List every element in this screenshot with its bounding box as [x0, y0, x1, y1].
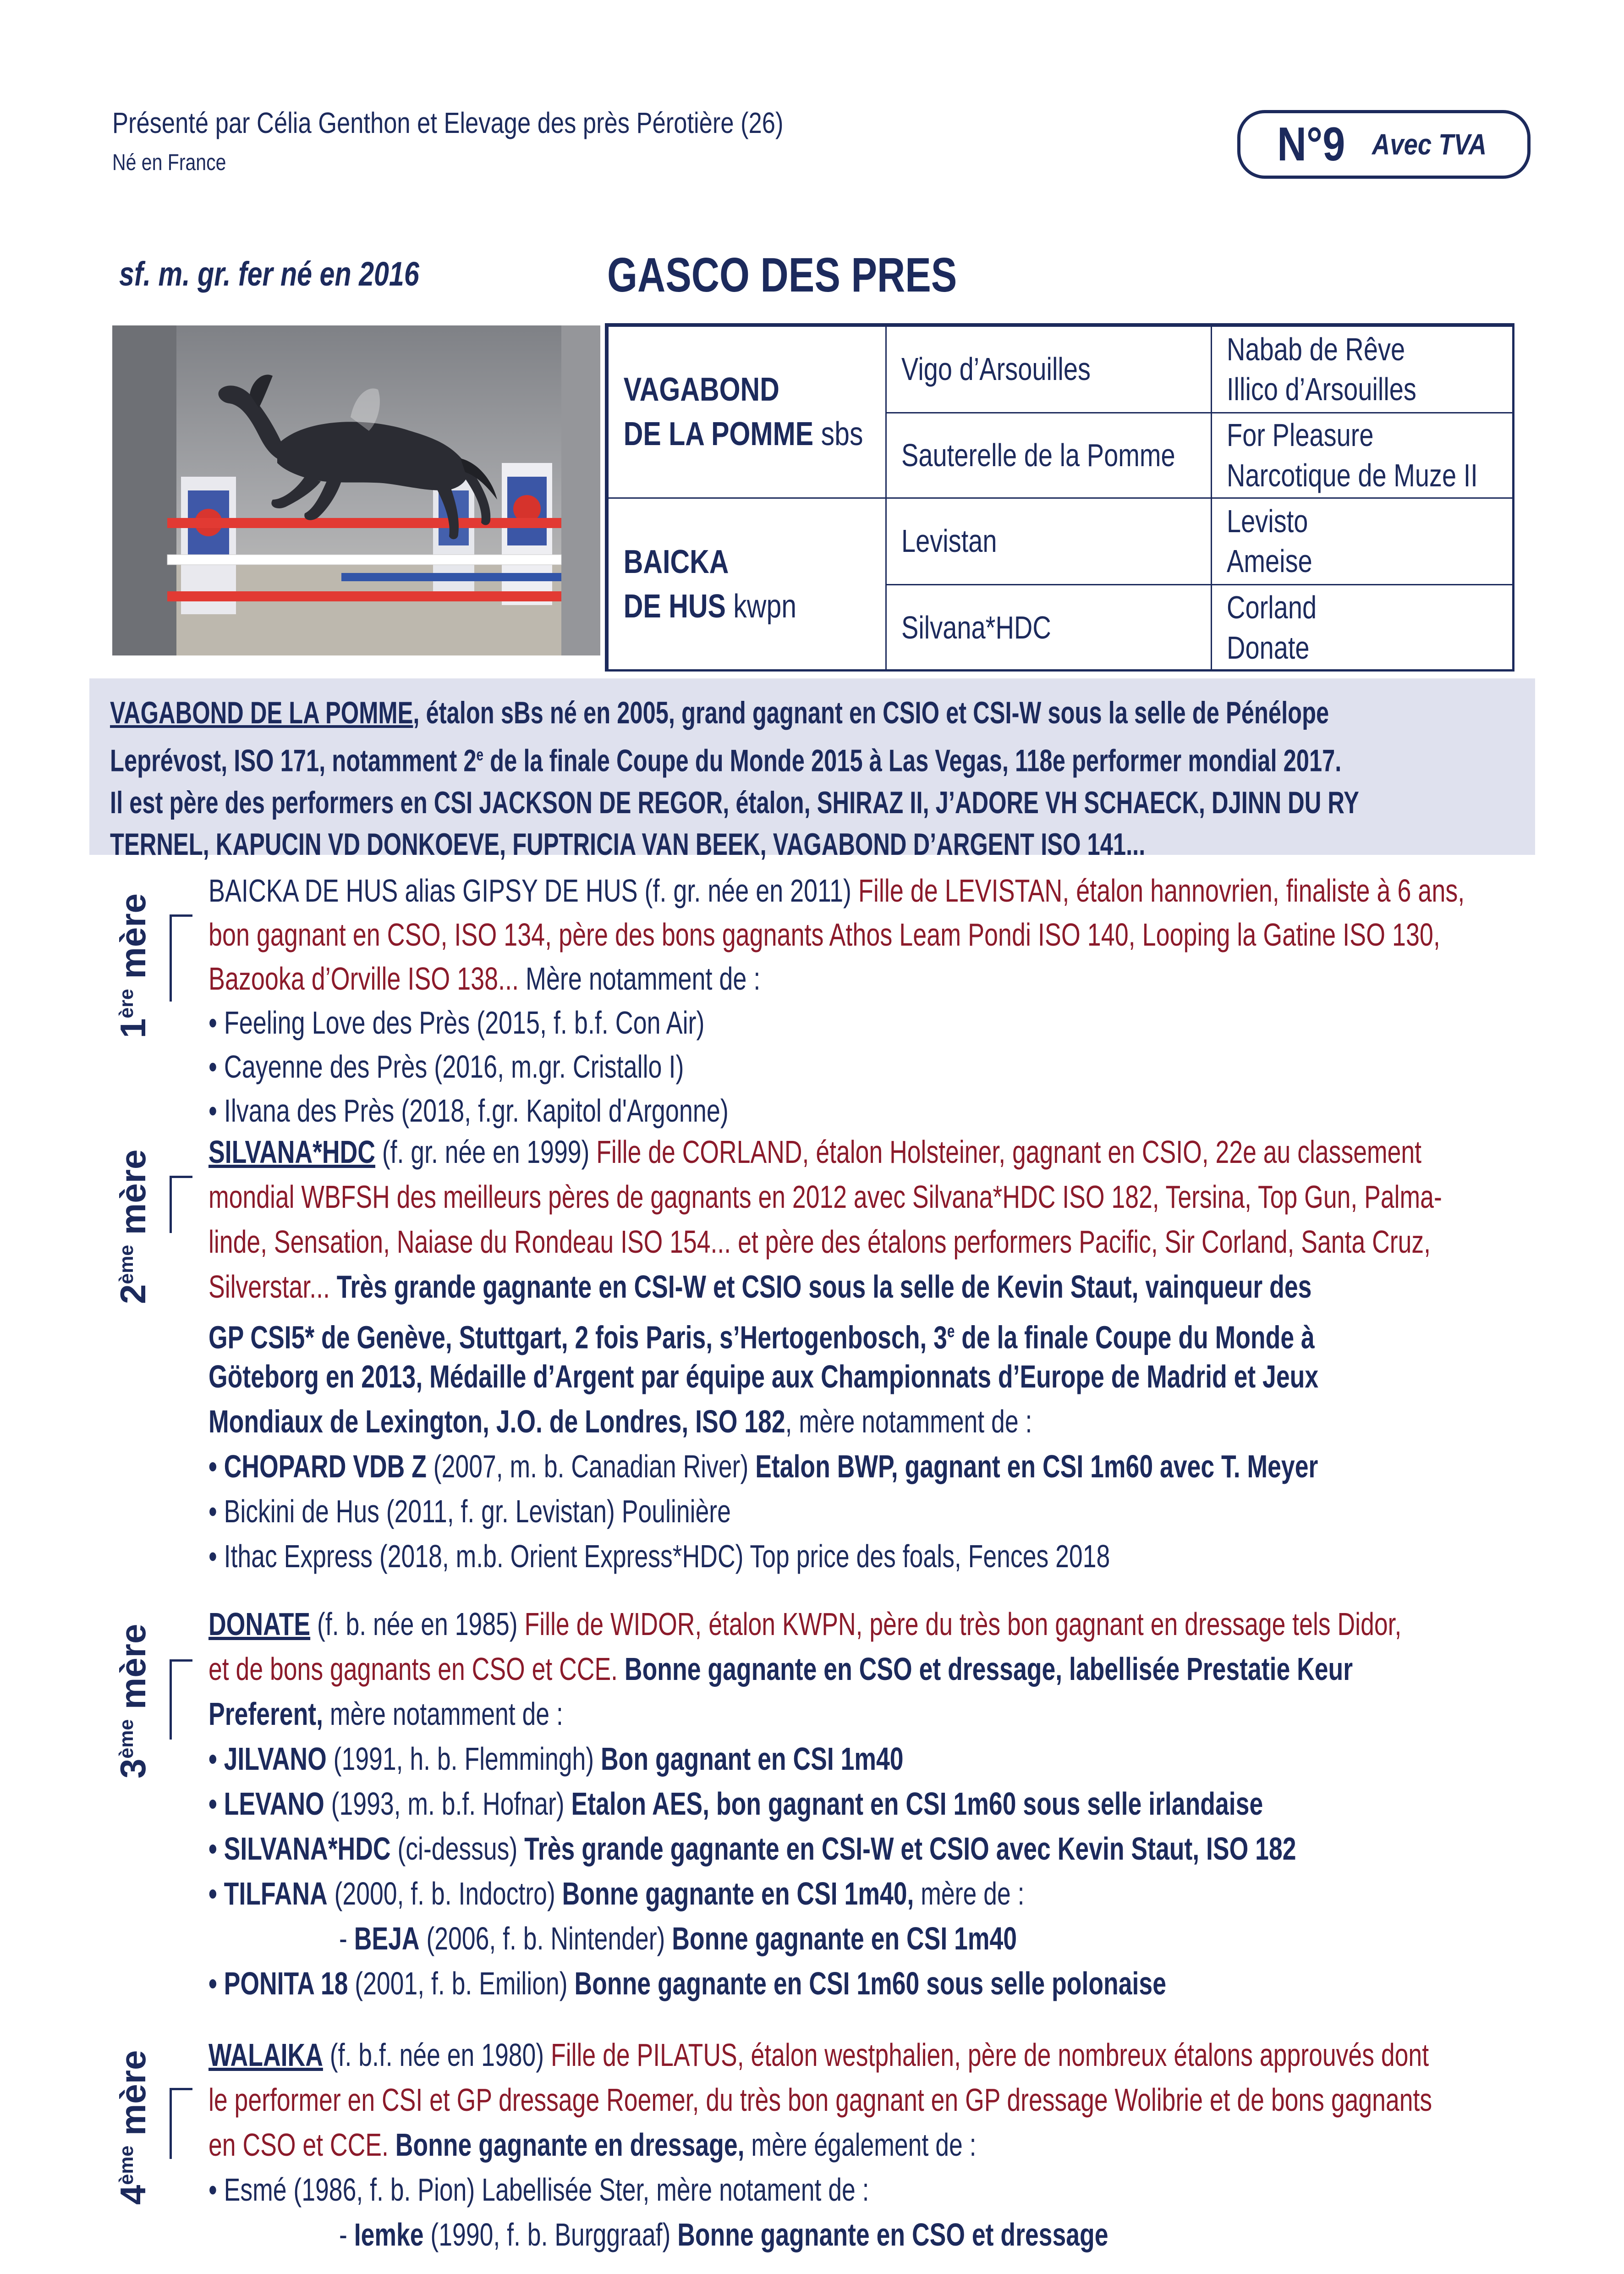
dam2-line7-bold: Mondiaux de Lexington, J.O. de Londres, ISO 182 — [208, 1404, 785, 1439]
dam1-line-2: bon gagnant en CSO, ISO 134, père des bons gagnants Athos Leam Pondi ISO 140, Looping la Gatine ISO 130, — [208, 917, 1440, 953]
dam3-label-word: mère — [113, 1624, 153, 1710]
pedigree-ds-cell — [1211, 497, 1514, 585]
pedigree-dam-dam-cell — [885, 584, 1212, 672]
dam1-line1-red: Fille de LEVISTAN, étalon hannovrien, finaliste à 6 ans, — [851, 873, 1465, 908]
dam2-label-sup: ème — [115, 1244, 137, 1284]
dam3-p2-name: • LEVANO — [208, 1786, 324, 1822]
pedigree-ss-sire: Nabab de Rêve — [1227, 331, 1405, 367]
dam3-p6-name: • PONITA 18 — [208, 1966, 348, 2001]
dam3-p5-bold: Bonne gagnante en CSI 1m40 — [665, 1921, 1017, 1956]
dam3-label-sup: ème — [115, 1719, 137, 1759]
dam4-produce-1: • Esmé (1986, f. b. Pion) Labellisée Ster, mère notament de : — [208, 2172, 869, 2208]
dam2-line7-normal: , mère notamment de : — [785, 1404, 1032, 1439]
dam1-line3-red: Bazooka d’Orville ISO 138... — [208, 961, 519, 997]
dam4-line-1 — [208, 2033, 1429, 2077]
dam2-line-1 — [208, 1130, 1421, 1174]
dam2-line-4 — [208, 1265, 1311, 1309]
dam4-line3-red: en CSO et CCE. — [208, 2127, 389, 2163]
sire-info-line-4: TERNEL, KAPUCIN VD DONKOEVE, FUPTRICIA VAN BEEK, VAGABOND D’ARGENT ISO 141... — [110, 826, 1146, 862]
dam3-label-num: 3 — [113, 1758, 153, 1778]
dam1-label-num: 1 — [113, 1018, 153, 1038]
horse-description: sf. m. gr. fer né en 2016 — [119, 255, 419, 293]
dam3-produce-1 — [208, 1737, 904, 1781]
dam3-produce-4 — [208, 1872, 1024, 1916]
dam3-p4-end: mère de : — [914, 1876, 1025, 1911]
dam1-produce-2: • Cayenne des Près (2016, m.gr. Cristallo I) — [208, 1049, 684, 1085]
dam3-p5-dash: - — [339, 1921, 354, 1956]
pedigree-sire-dam: Sauterelle de la Pomme — [901, 437, 1175, 473]
pedigree-sire-name-line2 — [609, 412, 863, 457]
dam3-line2-bold: Bonne gagnante en CSO et dressage, labellisée Prestatie Keur — [618, 1651, 1353, 1687]
dam2-line5b: de la finale Coupe du Monde à — [955, 1319, 1315, 1355]
sire-info-line2a: Leprévost, ISO 171, notamment 2 — [110, 743, 477, 778]
dam1-label — [112, 893, 154, 1038]
dam1-line-1 — [208, 869, 1465, 913]
dam3-line1-red: Fille de WIDOR, étalon KWPN, père du très bon gagnant en dressage tels Didor, — [517, 1606, 1402, 1642]
pedigree-sd-cell — [1211, 412, 1514, 499]
dam4-bracket — [170, 2088, 192, 2159]
sire-info-line1-rest: , étalon sBs né en 2005, grand gagnant en CSIO et CSI-W sous la selle de Pénélope — [413, 695, 1329, 730]
dam1-line3-navy: Mère notamment de : — [519, 961, 761, 997]
dam2-line1-red: Fille de CORLAND, étalon Holsteiner, gagnant en CSIO, 22e au classement — [589, 1134, 1422, 1170]
dam3-p1-name: • JILVANO — [208, 1741, 327, 1777]
dam2-label — [112, 1150, 154, 1304]
horse-jumping-photo — [112, 325, 600, 655]
dam3-produce-3 — [208, 1827, 1296, 1871]
dam1-intro: BAICKA DE HUS alias GIPSY DE HUS (f. gr. née en 2011) — [208, 873, 852, 908]
sire-info-line2b: de la finale Coupe du Monde 2015 à Las Vegas, 118e performer mondial 2017. — [483, 743, 1342, 778]
dam2-line-6: Göteborg en 2013, Médaille d’Argent par équipe aux Championnats d’Europe de Madrid et Jeux — [208, 1359, 1319, 1394]
pedigree-sire-sire: Vigo d’Arsouilles — [901, 351, 1091, 387]
dam2-line-3: linde, Sensation, Naiase du Rondeau ISO 154... et père des étalons performers Pacific, Sir Corland, Santa Cruz, — [208, 1224, 1431, 1260]
dam2-line-7 — [208, 1399, 1032, 1443]
pedigree-dam-name-line2 — [609, 584, 835, 629]
dam3-p3-mid: (ci-dessus) — [390, 1831, 518, 1867]
pedigree-dd-cell — [1211, 584, 1514, 672]
dam3-name: DONATE — [208, 1606, 311, 1642]
dam3-p4-mid: (2000, f. b. Indoctro) — [327, 1876, 555, 1911]
dam1-label-sup: ère — [115, 989, 137, 1019]
pedigree-ss-cell — [1211, 325, 1514, 413]
lot-number: N°9 — [1277, 117, 1345, 171]
dam3-produce-4-offspring — [339, 1916, 1017, 1960]
pedigree-sire-name: VAGABOND — [623, 371, 779, 408]
pedigree-sd-dam: Narcotique de Muze II — [1227, 457, 1478, 493]
sire-info-box — [89, 678, 1535, 862]
pedigree-sire-stud: sbs — [821, 416, 863, 452]
pedigree-ds-sire: Levisto — [1227, 503, 1308, 539]
dam4-p2-bold: Bonne gagnante en CSO et dressage — [670, 2217, 1108, 2252]
horse-name: GASCO DES PRES — [607, 248, 957, 302]
dam4-label — [112, 2050, 154, 2205]
dam2-p1-bold: Etalon BWP, gagnant en CSI 1m60 avec T. Meyer — [748, 1448, 1318, 1484]
pedigree-sire-dam-cell — [885, 412, 1212, 499]
dam2-produce-3: • Ithac Express (2018, m.b. Orient Express*HDC) Top price des foals, Fences 2018 — [208, 1538, 1110, 1574]
pedigree-sire-sire-cell — [885, 325, 1212, 413]
dam3-label — [112, 1624, 154, 1778]
dam4-produce-1-offspring — [339, 2213, 1108, 2257]
pedigree-sire-name2: DE LA POMME — [623, 416, 814, 452]
pedigree-dam-cell — [607, 497, 887, 672]
dam3-p2-bold: Etalon AES, bon gagnant en CSI 1m60 sous selle irlandaise — [564, 1786, 1263, 1822]
dam3-line-3 — [208, 1692, 563, 1736]
pedigree-sd-sire: For Pleasure — [1227, 417, 1374, 453]
dam3-p1-mid: (1991, h. b. Flemmingh) — [326, 1741, 594, 1777]
sire-info-line-2 — [110, 734, 1342, 782]
dam3-line2-red: et de bons gagnants en CSO et CCE. — [208, 1651, 618, 1687]
dam4-line1-red: Fille de PILATUS, étalon westphalien, père de nombreux étalons approuvés dont — [544, 2037, 1429, 2073]
dam1-label-word: mère — [113, 893, 153, 979]
dam2-line5a: GP CSI5* de Genève, Stuttgart, 2 fois Paris, s’Hertogenbosch, 3 — [208, 1319, 947, 1355]
sire-info-line2-sup: e — [476, 745, 484, 764]
dam2-produce-2: • Bickini de Hus (2011, f. gr. Levistan) Poulinière — [208, 1493, 731, 1529]
dam2-name: SILVANA*HDC — [208, 1134, 375, 1170]
dam2-produce-1 — [208, 1444, 1318, 1488]
dam3-line3-normal: mère notamment de : — [323, 1696, 563, 1732]
dam3-p1-bold: Bon gagnant en CSI 1m40 — [594, 1741, 904, 1777]
pedigree-dam-stud: kwpn — [733, 588, 797, 625]
dam3-produce-2 — [208, 1782, 1263, 1826]
pedigree-dd-sire: Corland — [1227, 589, 1317, 625]
dam3-line1-navy: (f. b. née en 1985) — [310, 1606, 518, 1642]
dam2-p1-name: • CHOPARD VDB Z — [208, 1448, 427, 1484]
lot-tva: Avec TVA — [1372, 128, 1487, 161]
dam4-p2-name: Iemke — [354, 2217, 424, 2252]
dam3-produce-5 — [208, 1961, 1166, 2005]
pedigree-dam-name2: DE HUS — [623, 588, 726, 625]
dam1-bracket — [170, 914, 192, 1002]
dam3-p3-bold: Très grande gagnante en CSI-W et CSIO avec Kevin Staut, ISO 182 — [517, 1831, 1296, 1867]
sire-info-line-1 — [110, 692, 1329, 734]
presenter-text: Présenté par Célia Genthon et Elevage des près Pérotière (26) — [112, 106, 784, 139]
dam2-line5-sup: e — [947, 1321, 955, 1341]
lot-badge — [1237, 110, 1531, 179]
sire-info-name: VAGABOND DE LA POMME — [110, 695, 413, 730]
dam4-p2-dash: - — [339, 2217, 354, 2252]
pedigree-sire-cell — [607, 325, 887, 499]
dam3-p4-bold: Bonne gagnante en CSI 1m40, — [555, 1876, 914, 1911]
dam3-p3-name: • SILVANA*HDC — [208, 1831, 391, 1867]
pedigree-ss-dam: Illico d’Arsouilles — [1227, 371, 1416, 407]
dam2-line4-bold: Très grande gagnante en CSI-W et CSIO sous la selle de Kevin Staut, vainqueur des — [329, 1269, 1312, 1305]
birthplace-text: Né en France — [112, 149, 226, 175]
dam3-p6-bold: Bonne gagnante en CSI 1m60 sous selle polonaise — [567, 1966, 1166, 2001]
dam3-p4-name: • TILFANA — [208, 1876, 328, 1911]
dam4-label-sup: ème — [115, 2145, 137, 2185]
dam3-bracket — [170, 1659, 192, 1740]
pedigree-dam-name: BAICKA — [623, 543, 729, 580]
dam3-p6-mid: (2001, f. b. Emilion) — [348, 1966, 568, 2001]
pedigree-dd-dam: Donate — [1227, 629, 1310, 666]
dam1-line-3 — [208, 957, 760, 1001]
dam1-produce-1: • Feeling Love des Près (2015, f. b.f. Con Air) — [208, 1005, 705, 1041]
pedigree-table — [605, 323, 1514, 672]
dam3-line3-bold: Preferent, — [208, 1696, 323, 1732]
dam4-line-3 — [208, 2123, 977, 2167]
dam4-p2-mid: (1990, f. b. Burggraaf) — [423, 2217, 671, 2252]
dam3-p5-mid: (2006, f. b. Nintender) — [419, 1921, 665, 1956]
dam4-label-word: mère — [113, 2050, 153, 2136]
dam1-produce-3: • Ilvana des Près (2018, f.gr. Kapitol d'Argonne) — [208, 1093, 729, 1129]
sire-info-line-3: Il est père des performers en CSI JACKSON DE REGOR, étalon, SHIRAZ II, J’ADORE VH SCHAECK, DJINN DU RY — [110, 785, 1359, 820]
pedigree-dam-dam: Silvana*HDC — [901, 609, 1051, 645]
dam3-p2-mid: (1993, m. b.f. Hofnar) — [324, 1786, 565, 1822]
dam3-line-2 — [208, 1647, 1353, 1691]
dam2-line4-red: Silverstar... — [208, 1269, 330, 1305]
dam4-line-2: le performer en CSI et GP dressage Roemer, du très bon gagnant en GP dressage Wolibrie et de bons gagnants — [208, 2082, 1432, 2118]
dam3-p5-name: BEJA — [354, 1921, 420, 1956]
dam2-line1-navy: (f. gr. née en 1999) — [375, 1134, 590, 1170]
horse-jumping-illustration — [112, 325, 600, 655]
pedigree-dam-sire-cell — [885, 497, 1212, 585]
pedigree-ds-dam: Ameise — [1227, 543, 1312, 579]
dam2-label-num: 2 — [113, 1284, 153, 1304]
dam2-line-5 — [208, 1310, 1315, 1359]
dam4-line1-navy: (f. b.f. née en 1980) — [323, 2037, 544, 2073]
dam2-p1-mid: (2007, m. b. Canadian River) — [426, 1448, 749, 1484]
dam2-label-word: mère — [113, 1149, 153, 1235]
dam2-line-2: mondial WBFSH des meilleurs pères de gagnants en 2012 avec Silvana*HDC ISO 182, Tersina, Top Gun, Palma- — [208, 1179, 1442, 1215]
dam2-bracket — [170, 1176, 192, 1233]
dam4-line3-normal: mère également de : — [744, 2127, 977, 2163]
pedigree-dam-sire: Levistan — [901, 523, 997, 559]
dam4-line3-bold: Bonne gagnante en dressage, — [388, 2127, 745, 2163]
dam4-label-num: 4 — [113, 2185, 153, 2205]
dam3-line-1 — [208, 1602, 1401, 1646]
dam4-name: WALAIKA — [208, 2037, 323, 2073]
